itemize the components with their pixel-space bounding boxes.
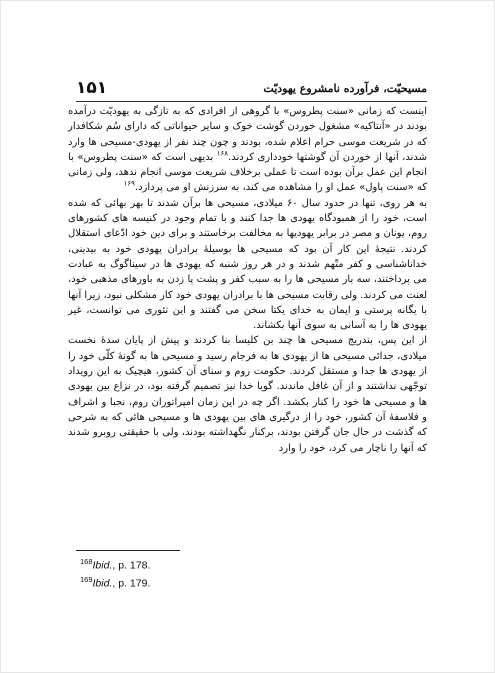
footnote-source: Ibid. bbox=[92, 559, 113, 572]
footnote-page: , p. 178. bbox=[112, 559, 151, 572]
paragraph-3 bbox=[68, 333, 427, 455]
paragraph-2 bbox=[68, 196, 427, 334]
header-rule bbox=[76, 101, 427, 102]
paragraph-text: اینست که زمانی «سنت پطروس» با گروهی از افرادی که به تازگی به یهودیّت درآمده بودند در «آنتاکیه» مشغول خوردن گوشت خوک و سایر حیواناتی که دارای سُم شکافدار که در شریعت موسی حرام اعلام شده، بودند و چون چند نفر از یهودی-مسیحی ها وارد شدند، آنها از خوردن آن گوشتها خودداری کردند. bbox=[68, 106, 427, 163]
page-header bbox=[76, 78, 427, 100]
footnote-source: Ibid. bbox=[92, 577, 113, 589]
footnote bbox=[80, 555, 150, 573]
footnote-number: 168 bbox=[80, 557, 93, 566]
footnote-rule bbox=[76, 550, 180, 551]
paragraph-text: بدیهی است که «سنت پطروس» با انجام این عمل برآن بوده است تا عملی برخلاف شریعت موسی انجام ندهد، ولی زمانی که «سنت پاول» عمل او را مشاهده می کند، به سرزنش او می پردازد. bbox=[68, 151, 427, 194]
paragraph-text: به هر روی، تنها در حدود سال ۶۰ میلادی، مسیحی ها برآن شدند تا بهر بهائی که شده است، خود را از همبودگاه یهودی ها جدا کنند و با تمام وجود در کنیسه های کشورهای روم، یونان و مصر در برابر یهودیها به مخالفت برخاستند و برای دین خود ادّعای استقلال کردند. نتیجهٔ این کار آن بود که مسیحی ها بوسیلهٔ برادران یهودی خود به بیدینی، خداناشناسی و کفر متّهم شدند و در هر روز شنبه که یهودی ها در سیناگوگ به عبادت می پرداختند، سه بار مسیحی ها را به سبب کفر و پشت پا زدن به باورهای مذهبی خود، لعنت می کردند. ولی رقابت مسیحی ها با برادران یهودی خود کار مشکلی نبود، زیرا آنها با یگانه پرستی و ایمان به خدای یکتا سخن می گفتند و این تئوری می توانست، غیر یهودی ها را به آسانی به سوی آنها بکشاند. bbox=[68, 197, 427, 332]
body-text bbox=[68, 104, 427, 456]
footnote bbox=[80, 573, 150, 591]
page-number: ۱۵۱ bbox=[76, 78, 108, 98]
footnote-reference[interactable]: ۱۶۹ bbox=[123, 180, 135, 189]
footnote-reference[interactable]: ۱۶۸ bbox=[216, 149, 229, 158]
footnote-number: 169 bbox=[80, 574, 93, 584]
paragraph-text: از این پس، بتدریج مسیحی ها چند بن کلیسا بنا کردند و پیش از پایان سدهٔ نخست میلادی، جدائی مسیحی ها از یهودی ها به فرجام رسید و مسیحی ها به گونهٔ کلّی خود را از یهودی ها جدا و مستقل کردند. حکومت روم و سنای آن کشور، هیچیک به این رویداد توجّهی نداشتند و از آن غافل ماندند. گویا خدا نیز تصمیم گرفته بود، در نزاع بین یهودی ها و مسیحی ها خود را کنار بکشد. اگر چه در این زمان امپراتوران روم، نجبا و اشراف و فلاسفهٔ آن کشور، خود را از درگیری های بین یهودی ها و مسیحی هائی که به شرحی که گذشت در حال جان گرفتن بودند، برکنار نگهداشته بودند، ولی با حقیقتی روبرو شدند که آنها را ناچار می کرد، خود را وارد bbox=[68, 335, 427, 454]
paragraph-1 bbox=[68, 104, 427, 196]
running-head: مسیحیّت، فرآورده نامشروع یهودیّت bbox=[263, 82, 427, 95]
footnotes bbox=[80, 555, 150, 590]
footnote-page: , p. 179. bbox=[112, 577, 151, 589]
